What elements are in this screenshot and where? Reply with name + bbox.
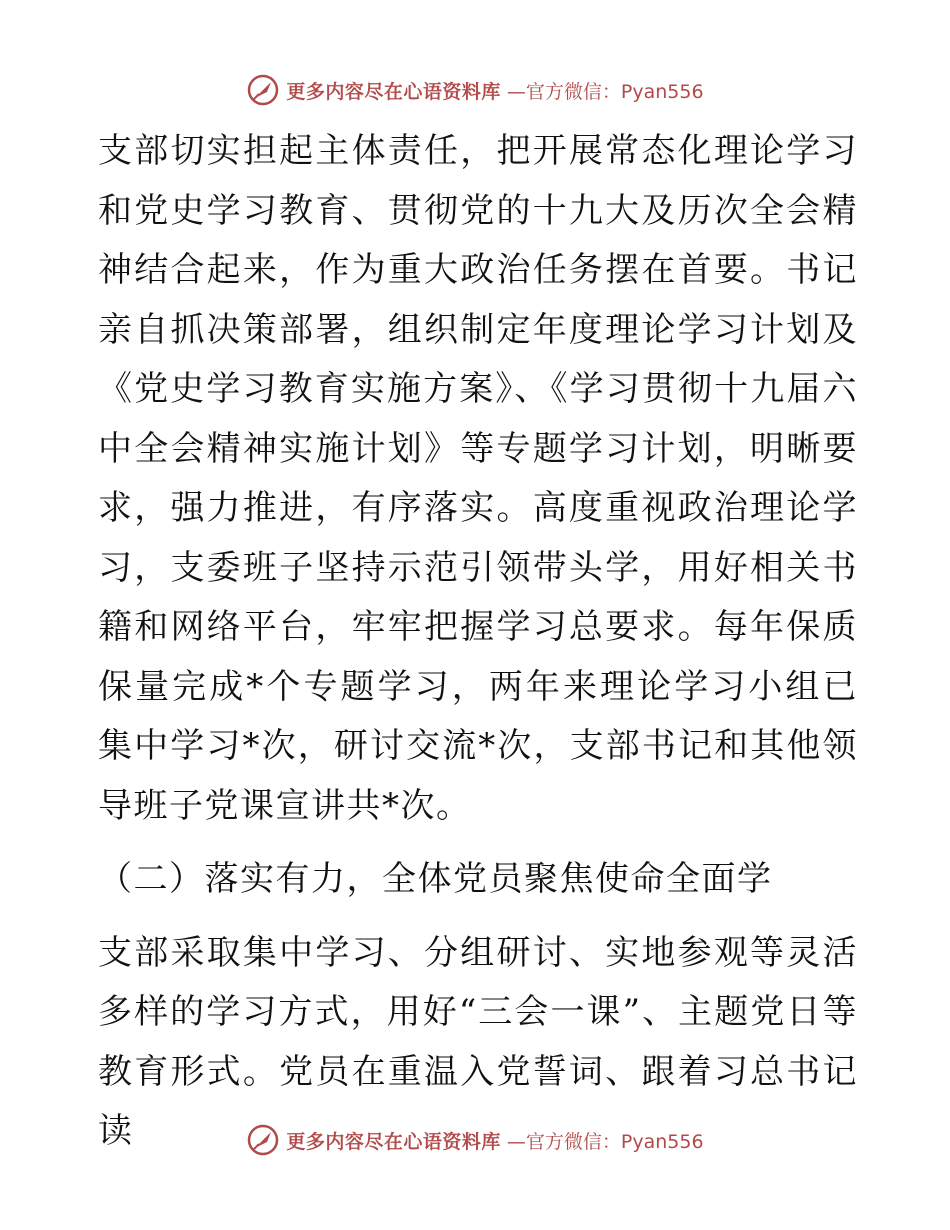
- paragraph-1: 支部切实担起主体责任，把开展常态化理论学习和党史学习教育、贯彻党的十九大及历次全会精神结合起来，作为重大政治任务摆在首要。书记亲自抓决策部署，组织制定年度理论学习计划及《党史学习教育实施方案》、《学习贯彻十九届六中全会精神实施计划》等专题学习计划，明晰要求，强力推进，有序落实。高度重视政治理论学习，支委班子坚持示范引领带头学，用好相关书籍和网络平台，牢牢把握学习总要求。每年保质保量完成*个专题学习，两年来理论学习小组已集中学习*次，研讨交流*次，支部书记和其他领导班子党课宣讲共*次。: [98, 131, 858, 826]
- quill-logo-icon: [246, 1123, 280, 1157]
- document-body: [98, 122, 858, 1162]
- watermark-sub-text: —官方微信：Pyan556: [506, 1130, 704, 1153]
- watermark-main-text: 更多内容尽在心语资料库: [286, 80, 501, 103]
- watermark-sub-text: —官方微信：Pyan556: [506, 80, 704, 103]
- watermark-main-text: 更多内容尽在心语资料库: [286, 1130, 501, 1153]
- paragraph-2: 支部采取集中学习、分组研讨、实地参观等灵活多样的学习方式，用好“三会一课”、主题党日等教育形式。党员在重温入党誓词、跟着习总书记读: [98, 932, 858, 1151]
- quill-logo-icon: [246, 73, 280, 107]
- section-heading-2: （二）落实有力，全体党员聚焦使命全面学: [98, 859, 773, 899]
- footer-watermark: [0, 1120, 950, 1160]
- header-watermark: [0, 70, 950, 110]
